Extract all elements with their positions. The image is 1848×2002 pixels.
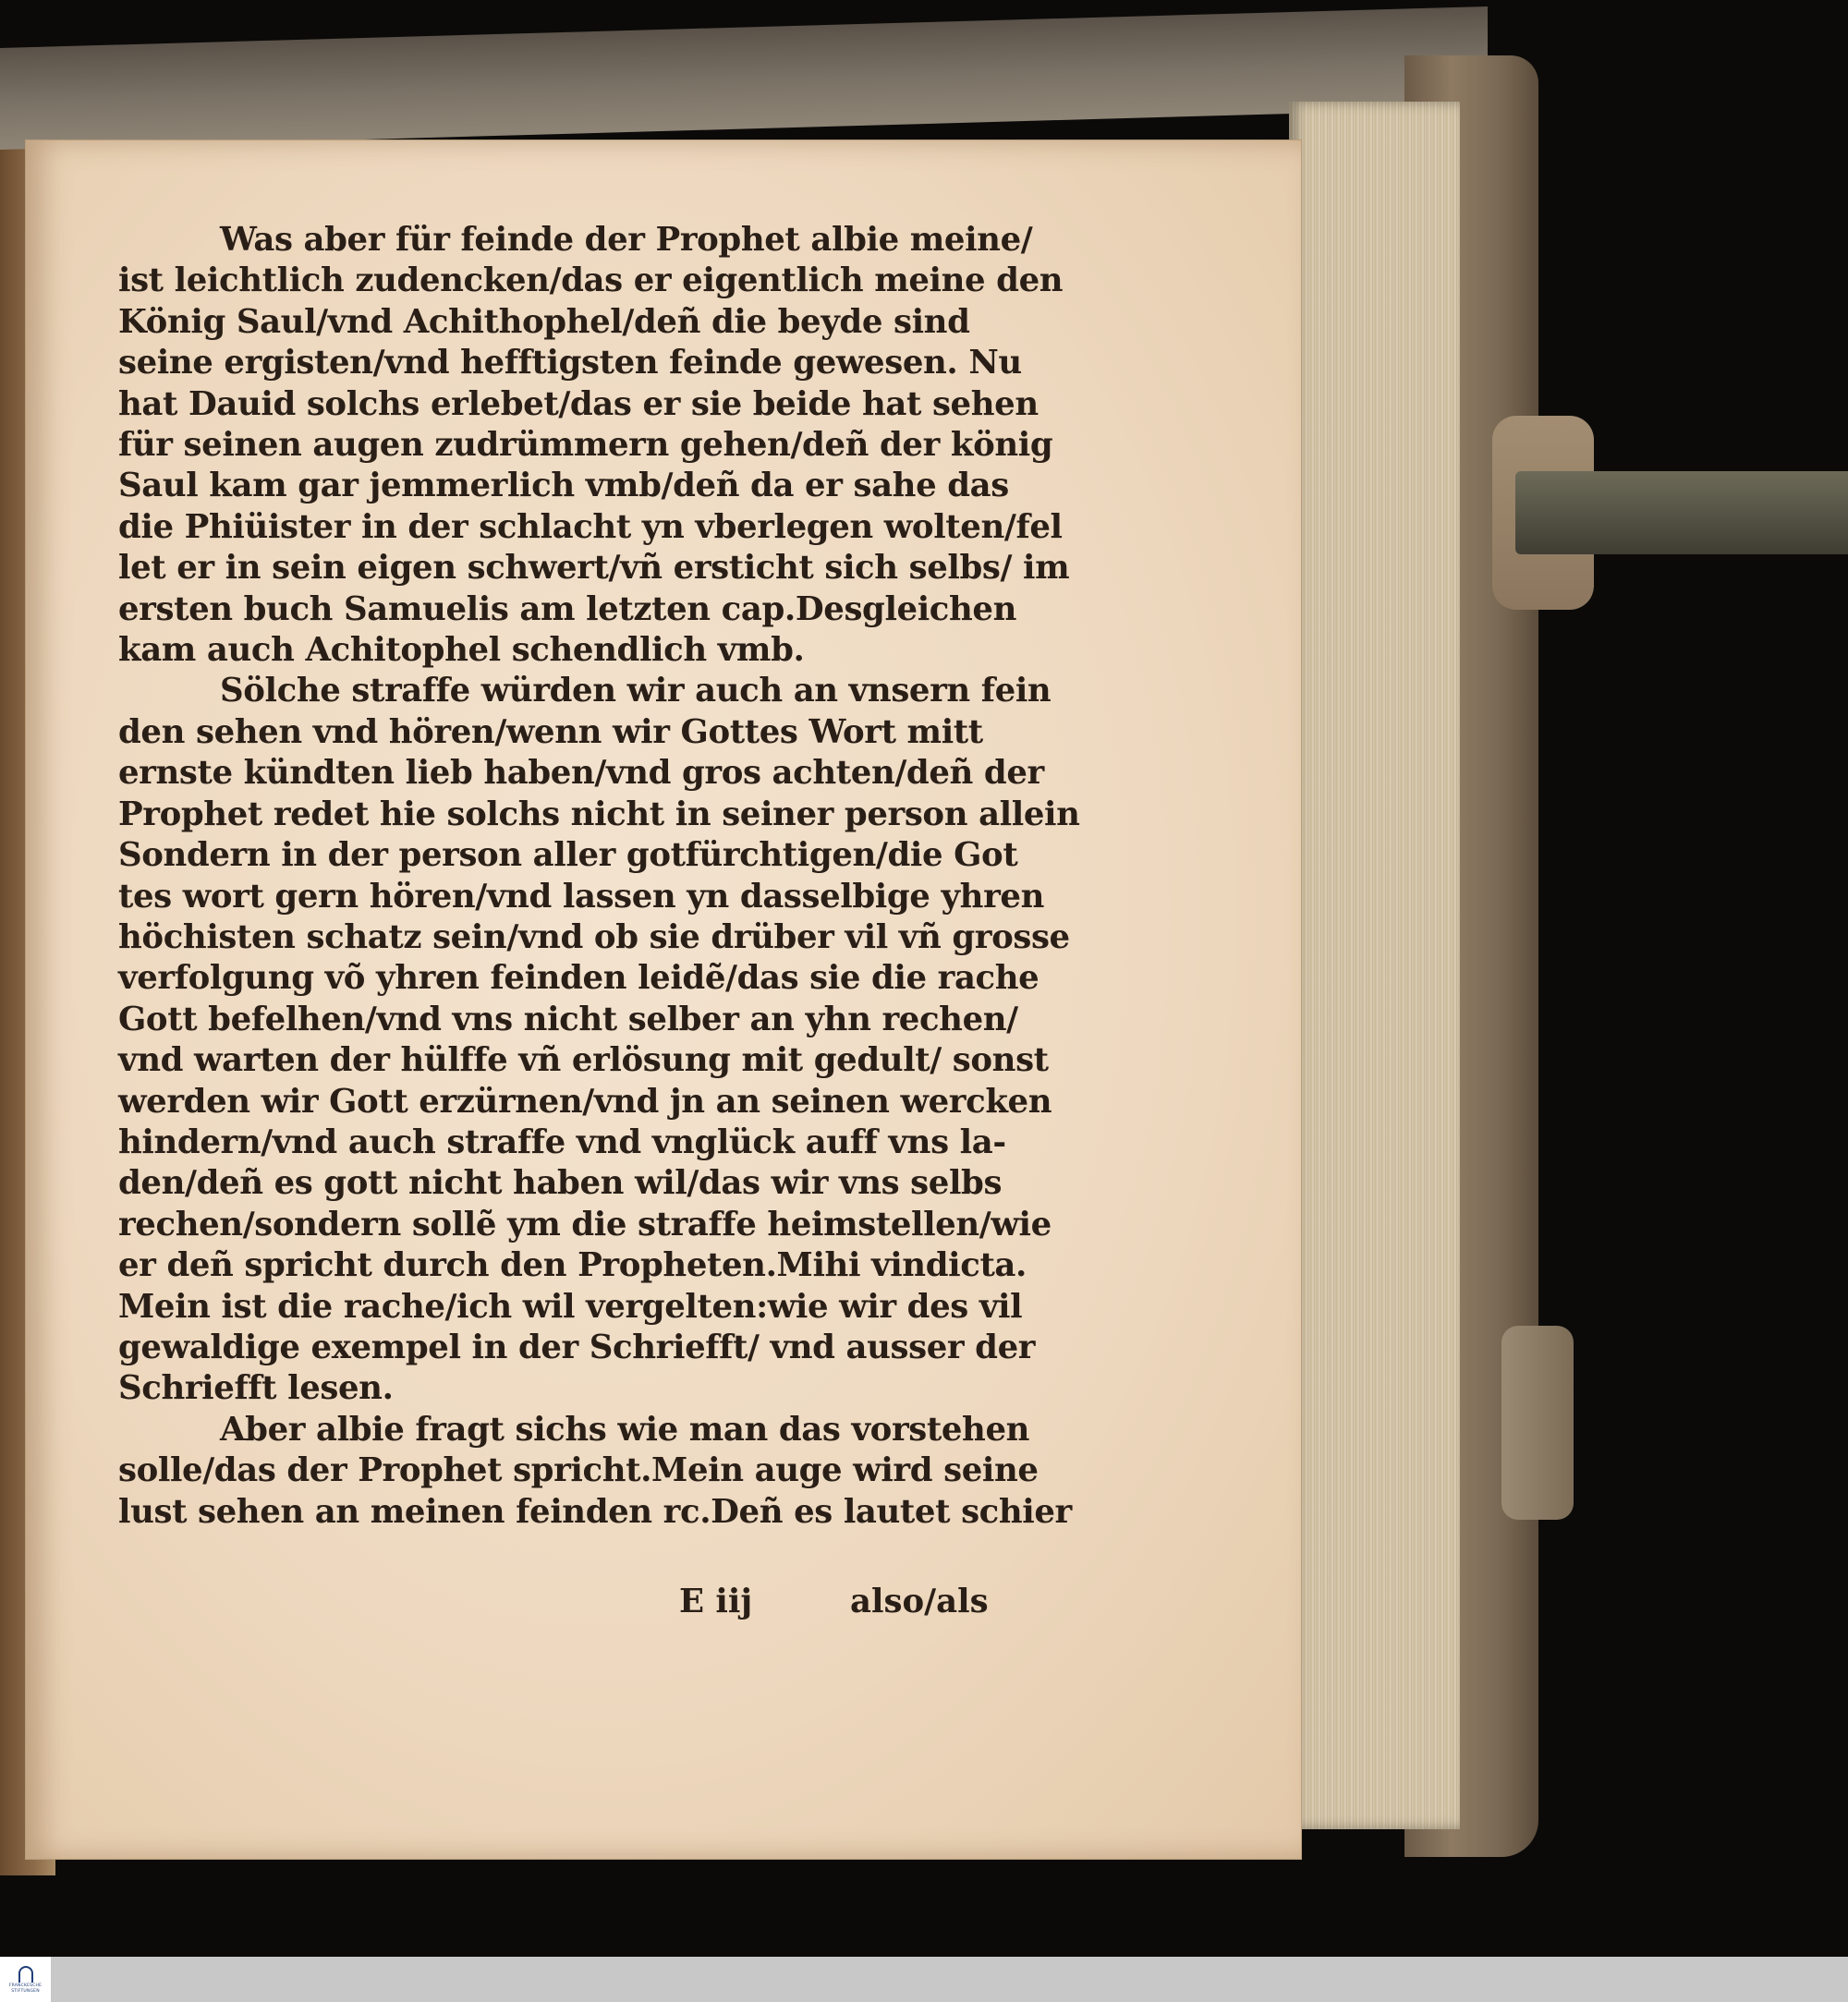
text-line: Prophet redet hie solchs nicht in seiner person allein [118,795,1080,833]
page-text-block [118,220,1080,1533]
text-line: lust sehen an meinen feinden rc.Deñ es lautet schier [118,1492,1072,1531]
book-top-edge [0,6,1488,150]
text-line: vnd warten der hülffe vñ erlösung mit gedult/ sonst [118,1041,1049,1080]
text-line: König Saul/vnd Achithophel/deñ die beyde sind [118,302,970,341]
text-line: den/deñ es gott nicht haben wil/das wir vns selbs [118,1164,1003,1203]
text-line: seine ergisten/vnd hefftigsten feinde gewesen. Nu [118,344,1022,382]
text-line: den sehen vnd hören/wenn wir Gottes Wort mitt [118,712,983,751]
text-line: er deñ spricht durch den Propheten.Mihi vindicta. [118,1246,1027,1285]
archive-logo-line2: STIFTUNGEN [11,1988,40,1994]
text-line: Schriefft lesen. [118,1369,394,1408]
text-line: werden wir Gott erzürnen/vnd jn an seinen wercken [118,1082,1052,1121]
signature-mark: E iij [679,1583,753,1620]
archive-logo-icon [18,1966,33,1983]
text-line: hindern/vnd auch straffe vnd vnglück auff vns la- [118,1122,1006,1161]
archive-logo[interactable] [0,1957,51,2002]
text-line: Gott befelhen/vnd vns nicht selber an yhn rechen/ [118,1000,1018,1038]
text-line: Sölche straffe würden wir auch an vnsern fein [220,672,1052,710]
text-line: tes wort gern hören/vnd lassen yn dasselbige yhren [118,877,1044,916]
text-line: gewaldige exempel in der Schriefft/ vnd ausser der [118,1328,1036,1366]
text-line: Was aber für feinde der Prophet albie meine/ [220,221,1033,259]
footer-bar [0,1957,1848,2002]
page-edges [1289,102,1460,1829]
text-line: ersten buch Samuelis am letzten cap.Desgleichen [118,589,1017,628]
text-line: verfolgung võ yhren feinden leidẽ/das sie die rache [118,959,1040,998]
text-line: kam auch Achitophel schendlich vmb. [118,631,805,670]
text-line: Saul kam gar jemmerlich vmb/deñ da er sahe das [118,467,1009,505]
text-line: let er in sein eigen schwert/vñ ersticht sich selbs/ im [118,549,1070,588]
text-line: ernste kündten lieb haben/vnd gros achten/deñ der [118,754,1044,793]
clasp-hook [1502,1326,1574,1520]
text-line: solle/das der Prophet spricht.Mein auge wird seine [118,1451,1039,1490]
text-line: Mein ist die rache/ich wil vergelten:wie wir des vil [118,1287,1023,1326]
text-line: ist leichtlich zudencken/das er eigentlich meine den [118,261,1064,300]
text-line: rechen/sondern sollẽ ym die straffe heimstellen/wie [118,1205,1052,1244]
text-line: für seinen augen zudrümmern gehen/deñ der könig [118,426,1053,465]
text-line: Sondern in der person aller gotfürchtigen/die Got [118,836,1018,875]
clasp-strap [1515,471,1848,554]
text-line: Aber albie fragt sichs wie man das vorstehen [220,1410,1030,1449]
catchword: also/als [850,1583,989,1620]
text-line: höchisten schatz sein/vnd ob sie drüber vil vñ grosse [118,917,1070,956]
text-line: hat Dauid solchs erlebet/das er sie beide hat sehen [118,384,1039,423]
archive-logo-line1: FRANCKESCHE [8,1983,43,1988]
text-line: die Phiüister in der schlacht yn vberlegen wolten/fel [118,507,1063,546]
